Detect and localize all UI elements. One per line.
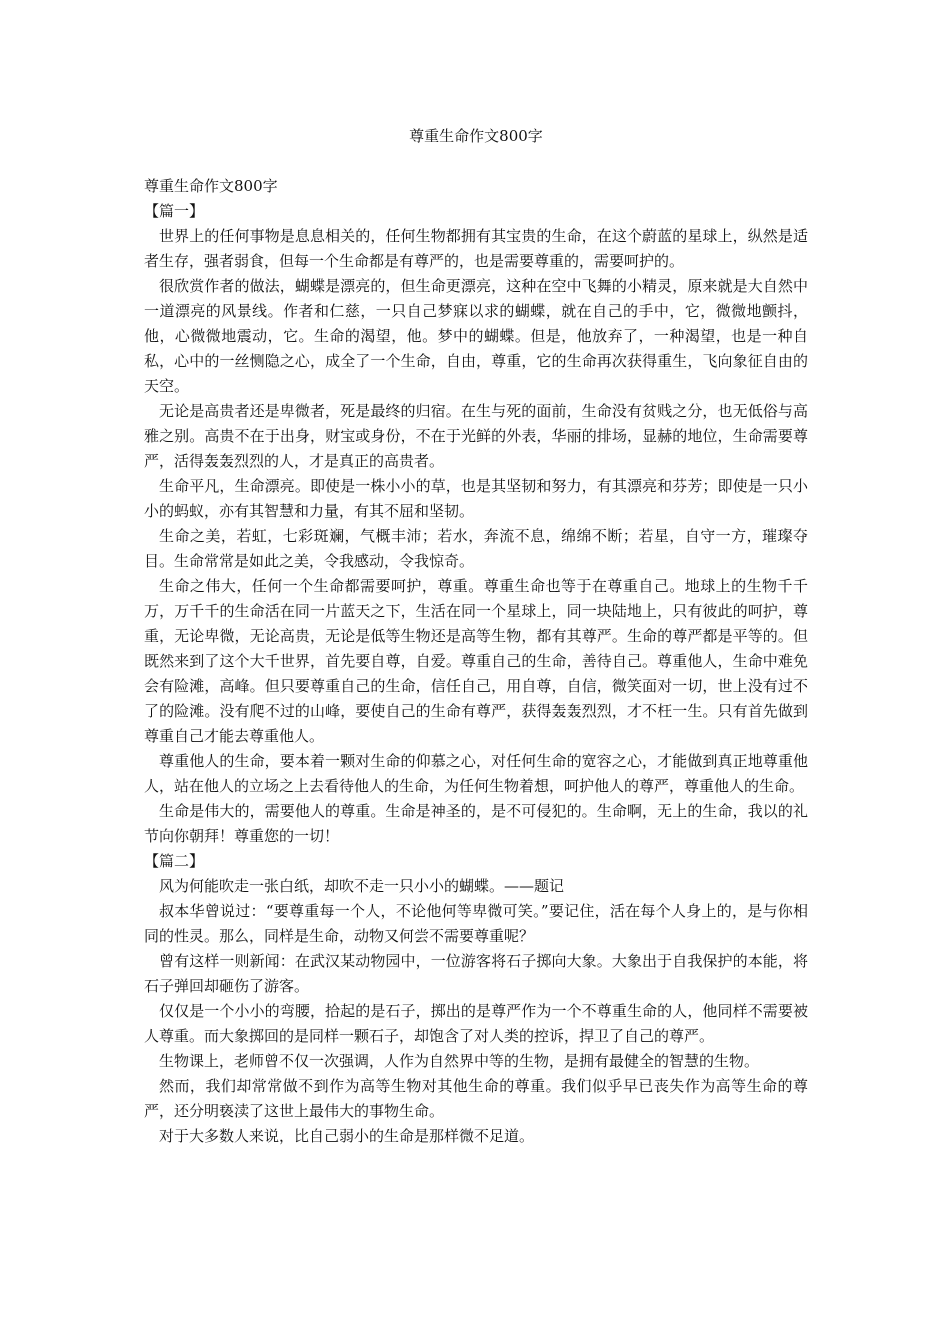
- paragraph: 风为何能吹走一张白纸，却吹不走一只小小的蝴蝶。——题记: [159, 877, 565, 895]
- section-1: [144, 199, 808, 849]
- paragraph: 生物课上，老师曾不仅一次强调，人作为自然界中等的生物，是拥有最健全的智慧的生物。: [159, 1052, 760, 1070]
- section-heading: 【篇一】: [144, 202, 205, 220]
- paragraph: 然而，我们却常常做不到作为高等生物对其他生命的尊重。我们似乎早已丧失作为高等生命的尊严，还分明亵渎了这世上最伟大的事物生命。: [144, 1077, 808, 1120]
- paragraph: 很欣赏作者的做法，蝴蝶是漂亮的，但生命更漂亮，这种在空中飞舞的小精灵，原来就是大自然中一道漂亮的风景线。作者和仁慈，一只自己梦寐以求的蝴蝶，就在自己的手中，它，微微地颤抖，他，心微微地震动，它。生命的渴望，他。梦中的蝴蝶。但是，他放弃了，一种渴望，也是一种自私，心中的一丝恻隐之心，成全了一个生命，自由，尊重，它的生命再次获得重生，飞向象征自由的天空。: [144, 277, 808, 395]
- paragraph: 生命是伟大的，需要他人的尊重。生命是神圣的，是不可侵犯的。生命啊，无上的生命，我以的礼节向你朝拜！尊重您的一切！: [144, 802, 808, 845]
- document-body: [144, 174, 808, 1149]
- document-subtitle: 尊重生命作文800字: [144, 177, 278, 195]
- section-2: [144, 849, 808, 1149]
- paragraph: 生命之美，若虹，七彩斑斓，气概丰沛；若水，奔流不息，绵绵不断；若星，自守一方，璀璨夺目。生命常常是如此之美，令我感动，令我惊奇。: [144, 527, 808, 570]
- paragraph: 世界上的任何事物是息息相关的，任何生物都拥有其宝贵的生命，在这个蔚蓝的星球上，纵然是适者生存，强者弱食，但每一个生命都是有尊严的，也是需要尊重的，需要呵护的。: [144, 227, 808, 270]
- document-title: 尊重生命作文800字: [409, 127, 543, 145]
- paragraph: 生命平凡，生命漂亮。即使是一株小小的草，也是其坚韧和努力，有其漂亮和芬芳；即使是一只小小的蚂蚁，亦有其智慧和力量，有其不屈和坚韧。: [144, 477, 808, 520]
- paragraph: 叔本华曾说过：“要尊重每一个人，不论他何等卑微可笑。”要记住，活在每个人身上的，是与你相同的性灵。那么，同样是生命，动物又何尝不需要尊重呢？: [144, 902, 808, 945]
- section-heading: 【篇二】: [144, 852, 205, 870]
- paragraph: 曾有这样一则新闻：在武汉某动物园中，一位游客将石子掷向大象。大象出于自我保护的本能，将石子弹回却砸伤了游客。: [144, 952, 808, 995]
- paragraph: 尊重他人的生命，要本着一颗对生命的仰慕之心，对任何生命的宽容之心，才能做到真正地尊重他人，站在他人的立场之上去看待他人的生命，为任何生物着想，呵护他人的尊严，尊重他人的生命。: [144, 752, 808, 795]
- paragraph: 对于大多数人来说，比自己弱小的生命是那样微不足道。: [159, 1127, 535, 1145]
- paragraph: 仅仅是一个小小的弯腰，拾起的是石子，掷出的是尊严作为一个不尊重生命的人，他同样不需要被人尊重。而大象掷回的是同样一颗石子，却饱含了对人类的控诉，捍卫了自己的尊严。: [144, 1002, 808, 1045]
- paragraph: 生命之伟大，任何一个生命都需要呵护，尊重。尊重生命也等于在尊重自己。地球上的生物千千万，万千千的生命活在同一片蓝天之下，生活在同一个星球上，同一块陆地上，只有彼此的呵护，尊重，无论卑微，无论高贵，无论是低等生物还是高等生物，都有其尊严。生命的尊严都是平等的。但既然来到了这个大千世界，首先要自尊，自爱。尊重自己的生命，善待自己。尊重他人，生命中难免会有险滩，高峰。但只要尊重自己的生命，信任自己，用自尊，自信，微笑面对一切，世上没有过不了的险滩。没有爬不过的山峰，要使自己的生命有尊严，获得轰轰烈烈，才不枉一生。只有首先做到尊重自己才能去尊重他人。: [144, 577, 808, 745]
- paragraph: 无论是高贵者还是卑微者，死是最终的归宿。在生与死的面前，生命没有贫贱之分，也无低俗与高雅之别。高贵不在于出身，财宝或身份，不在于光鲜的外表，华丽的排场，显赫的地位，生命需要尊严，活得轰轰烈烈的人，才是真正的高贵者。: [144, 402, 808, 470]
